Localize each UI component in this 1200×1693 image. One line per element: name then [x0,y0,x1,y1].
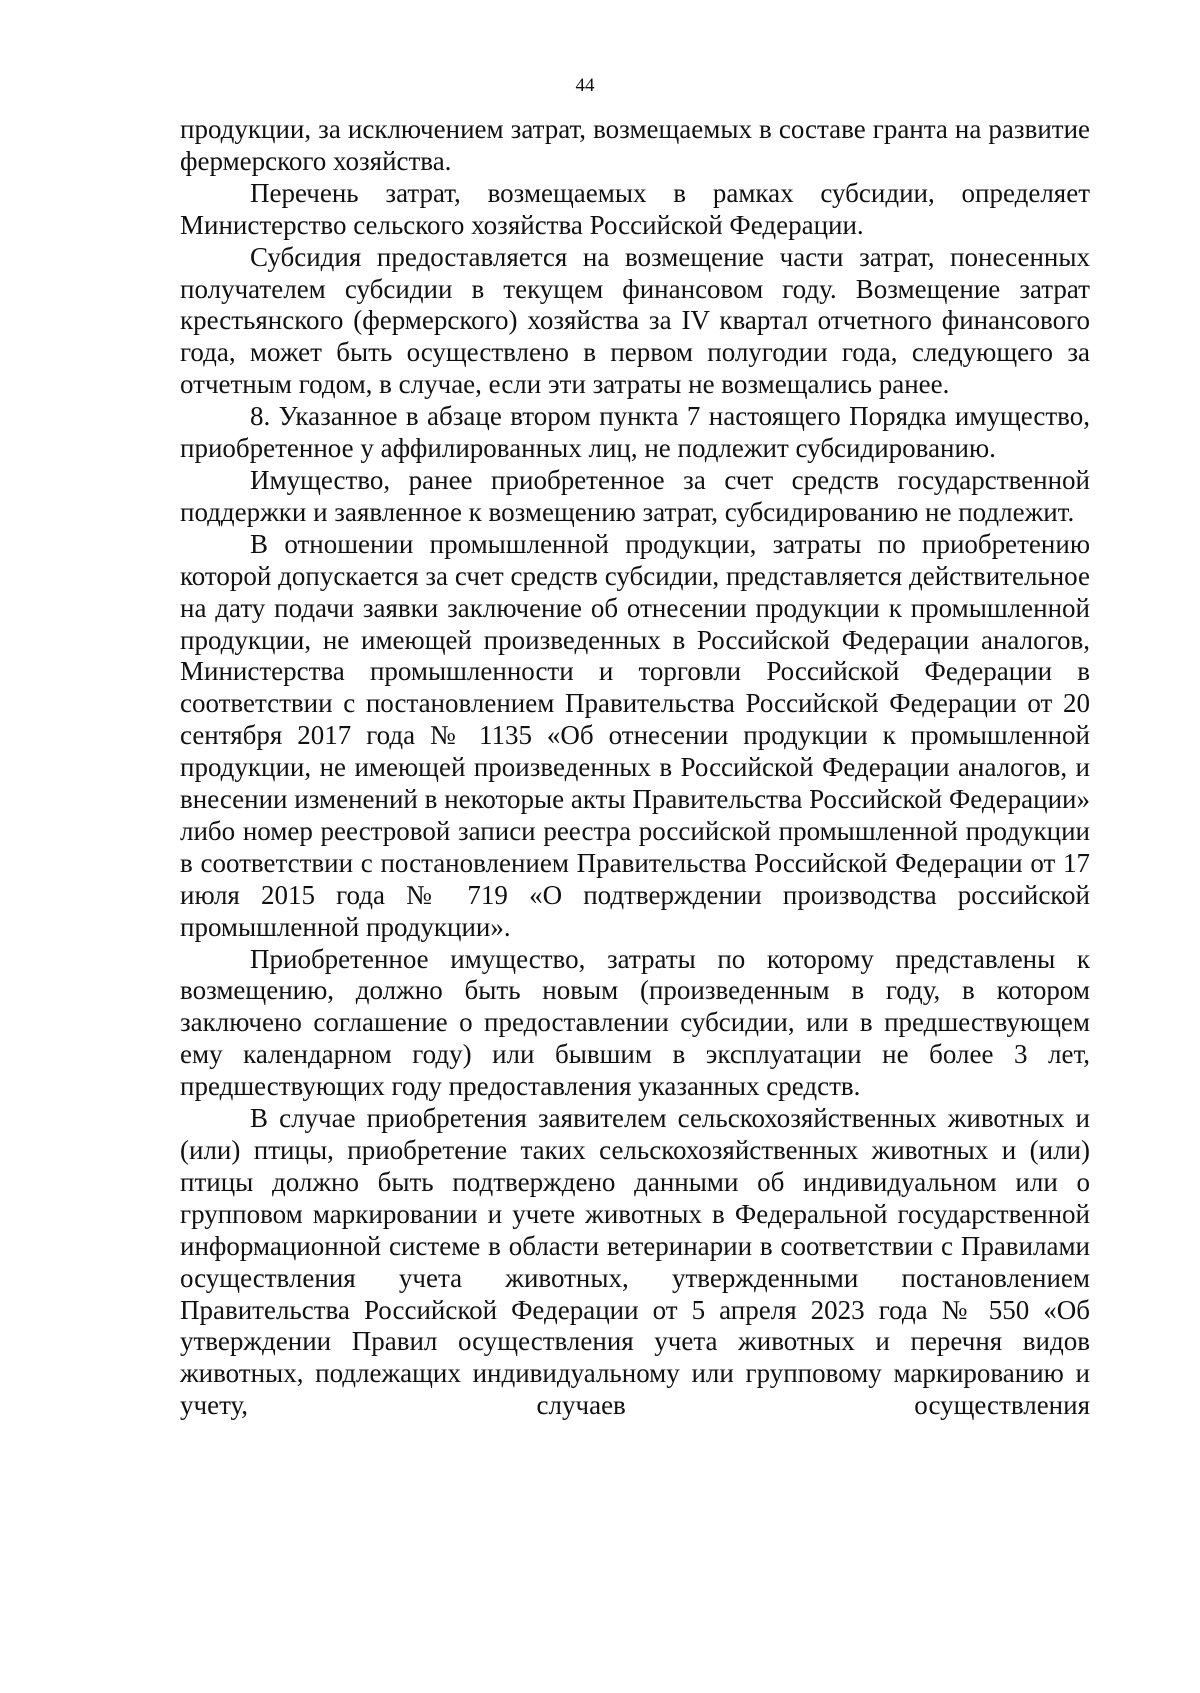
paragraph-item-8: 8. Указанное в абзаце втором пункта 7 настоящего Порядка имущество, приобретенное у аффилированных лиц, не подлежит субсидированию. [180,401,1090,464]
paragraph-livestock: В случае приобретения заявителем сельскохозяйственных животных и (или) птицы, приобретение таких сельскохозяйственных животных и (или) птицы должно быть подтверждено данными об индивидуальном или о групповом маркировании и учете животных в Федеральной государственной информационной системе в области ветеринарии в соответствии с Правилами осуществления учета животных, утвержденными постановлением Правительства Российской Федерации от 5 апреля 2023 года № 550 «Об утверждении Правил осуществления учета животных и перечня видов животных, подлежащих индивидуальному или групповому маркированию и учету, случаев осуществления [180,1103,1090,1421]
paragraph-industrial-products: В отношении промышленной продукции, затраты по приобретению которой допускается за счет средств субсидии, представляется действительное на дату подачи заявки заключение об отнесении продукции к промышленной продукции, не имеющей произведенных в Российской Федерации аналогов, Министерства промышленности и торговли Российской Федерации в соответствии с постановлением Правительства Российской Федерации от 20 сентября 2017 года № 1135 «Об отнесении продукции к промышленной продукции, не имеющей произведенных в Российской Федерации аналогов, и внесении изменений в некоторые акты Правительства Российской Федерации» либо номер реестровой записи реестра российской промышленной продукции в соответствии с постановлением Правительства Российской Федерации от 17 июля 2015 года № 719 «О подтверждении производства российской промышленной продукции». [180,528,1090,942]
paragraph-continuation: продукции, за исключением затрат, возмещаемых в составе гранта на развитие фермерского хозяйства. [180,114,1090,176]
paragraph-cost-list: Перечень затрат, возмещаемых в рамках субсидии, определяет Министерство сельского хозяйства Российской Федерации. [180,177,1090,240]
paragraph-subsidy-compensation: Субсидия предоставляется на возмещение части затрат, понесенных получателем субсидии в текущем финансовом году. Возмещение затрат крестьянского (фермерского) хозяйства за IV квартал отчетного финансового года, может быть осуществлено в первом полугодии года, следующего за отчетным годом, в случае, если эти затраты не возмещались ранее. [180,241,1090,400]
page-number: 44 [575,75,595,96]
paragraph-previously-acquired-property: Имущество, ранее приобретенное за счет средств государственной поддержки и заявленное к возмещению затрат, субсидированию не подлежит. [180,464,1090,527]
document-body [180,114,1090,1422]
paragraph-new-property: Приобретенное имущество, затраты по которому представлены к возмещению, должно быть новым (произведенным в году, в котором заключено соглашение о предоставлении субсидии, или в предшествующем ему календарном году) или бывшим в эксплуатации не более 3 лет, предшествующих году предоставления указанных средств. [180,943,1090,1102]
